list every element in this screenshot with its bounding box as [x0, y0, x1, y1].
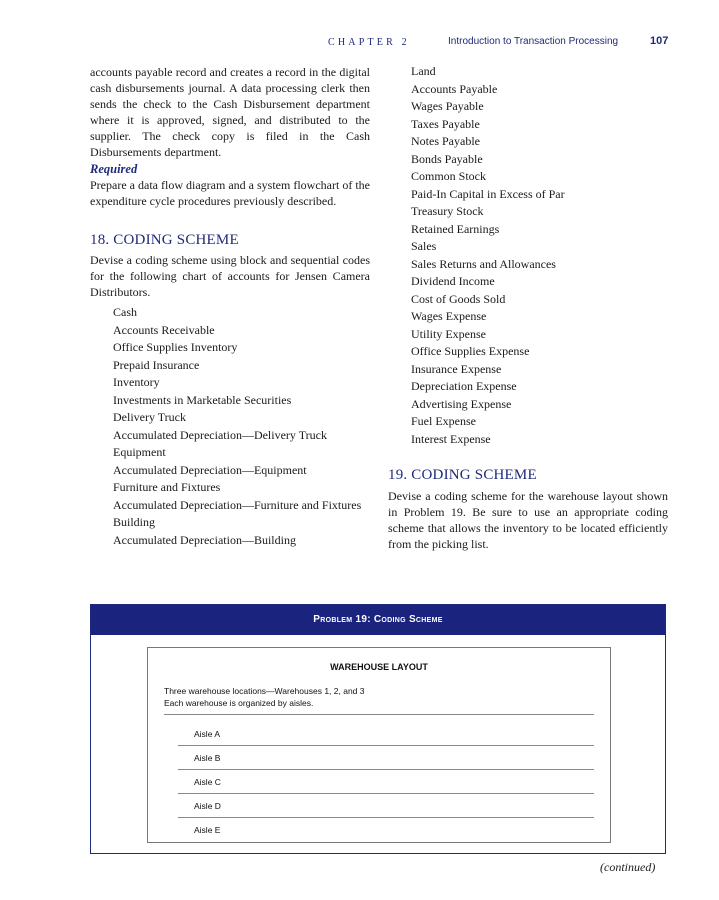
list-item: Inventory — [113, 375, 160, 389]
section-19-heading: 19. CODING SCHEME — [388, 467, 537, 483]
list-item: Cash — [113, 305, 137, 319]
list-item: Delivery Truck — [113, 410, 186, 424]
list-item: Depreciation Expense — [411, 379, 517, 393]
list-item: Equipment — [113, 445, 166, 459]
figure-title-bar: Problem 19: Coding Scheme — [91, 605, 665, 635]
running-header-title: Introduction to Transaction Processing — [448, 36, 619, 47]
problem-19-figure — [90, 604, 666, 854]
list-item: Taxes Payable — [411, 116, 480, 131]
list-item: Land — [411, 64, 436, 78]
required-text: Prepare a data flow diagram and a system flowchart of the expenditure cycle procedures previously described. — [90, 178, 370, 208]
warehouse-layout-box — [147, 647, 611, 843]
list-item: Cost of Goods Sold — [411, 291, 506, 306]
list-item: Office Supplies Expense — [411, 344, 530, 358]
warehouse-note-2: Each warehouse is organized by aisles. — [164, 698, 314, 708]
list-item: Accounts Payable — [411, 81, 498, 96]
list-item: Wages Expense — [411, 309, 487, 323]
continued-note: (continued) — [600, 860, 656, 874]
list-item: Wages Payable — [411, 99, 484, 113]
list-item: Prepaid Insurance — [113, 357, 200, 372]
list-item: Interest Expense — [411, 431, 491, 446]
aisle-row: Aisle C — [178, 770, 594, 794]
left-accounts-list — [113, 304, 361, 549]
list-item: Accumulated Depreciation—Delivery Truck — [113, 427, 327, 442]
section-19-text: Devise a coding scheme for the warehouse layout shown in Problem 19. Be sure to use an appropriate coding scheme that allows the inventory to be located efficiently from the picking list. — [388, 489, 668, 551]
list-item: Sales Returns and Allowances — [411, 256, 556, 271]
list-item: Utility Expense — [411, 326, 486, 341]
page-number: 107 — [650, 35, 669, 47]
intro-paragraph: accounts payable record and creates a record in the digital cash disbursements journal. A data processing clerk then sends the check to the Cash Disbursement department where it is approved, signed, and distributed to the supplier. The check copy is filed in the Cash Disbursements department. — [90, 65, 370, 159]
list-item: Treasury Stock — [411, 204, 484, 218]
right-accounts-list — [411, 63, 565, 448]
list-item: Investments in Marketable Securities — [113, 392, 292, 407]
list-item: Retained Earnings — [411, 221, 500, 236]
list-item: Notes Payable — [411, 134, 480, 148]
section-18-heading: 18. CODING SCHEME — [90, 232, 239, 248]
list-item: Insurance Expense — [411, 361, 502, 376]
list-item: Office Supplies Inventory — [113, 340, 238, 354]
list-item: Paid-In Capital in Excess of Par — [411, 186, 565, 201]
list-item: Advertising Expense — [411, 396, 512, 411]
list-item: Building — [113, 515, 156, 529]
warehouse-layout-title: WAREHOUSE LAYOUT — [330, 662, 428, 672]
list-item: Accumulated Depreciation—Building — [113, 532, 296, 547]
aisle-row: Aisle A — [178, 722, 594, 746]
list-item: Bonds Payable — [411, 151, 483, 166]
list-item: Accumulated Depreciation—Furniture and Fixtures — [113, 497, 362, 512]
aisle-row: Aisle B — [178, 746, 594, 770]
divider — [164, 714, 594, 715]
aisle-row: Aisle E — [194, 825, 221, 835]
list-item: Common Stock — [411, 169, 487, 183]
list-item: Accounts Receivable — [113, 322, 215, 337]
list-item: Accumulated Depreciation—Equipment — [113, 462, 307, 477]
list-item: Sales — [411, 239, 437, 253]
section-18-text: Devise a coding scheme using block and sequential codes for the following chart of accounts for Jensen Camera Distributors. — [90, 253, 370, 299]
list-item: Dividend Income — [411, 274, 495, 288]
required-heading: Required — [90, 162, 138, 176]
list-item: Furniture and Fixtures — [113, 480, 221, 494]
list-item: Fuel Expense — [411, 414, 476, 428]
running-header-chapter: CHAPTER 2 — [328, 37, 410, 48]
aisle-row: Aisle D — [178, 794, 594, 818]
warehouse-note-1: Three warehouse locations—Warehouses 1, 2, and 3 — [164, 686, 365, 696]
